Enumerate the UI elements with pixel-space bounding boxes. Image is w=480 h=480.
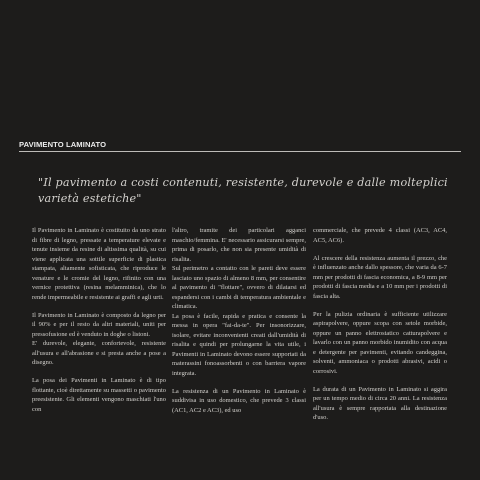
paragraph: commerciale, che prevede 4 classi (AC3, AC4, AC5, AC6).	[313, 227, 447, 244]
paragraph: La posa dei Pavimenti in Laminato è di tipo flottante, cioè direttamente su massetti o pavimento preesistente. Gli elementi vengono maschiati l'uno con	[32, 377, 166, 413]
paragraph: La durata di un Pavimento in Laminato si aggira per un tempo medio di circa 20 anni. La resistenza all'usura è sempre rapportata alla destinazione d'uso.	[313, 385, 447, 421]
section-divider	[19, 151, 461, 152]
paragraph: Sul perimetro a contatto con le pareti deve essere lasciato uno spazio di almeno 8 mm, per consentire al pavimento di "flottare", ovvero di dilatarsi ed espandersi con i cambi di temperatura ambientale e climatica.	[172, 265, 306, 310]
paragraph: E' durevole, elegante, confortevole, resistente all'usura e all'abrasione e si presta anche a pose a disegno.	[32, 340, 166, 366]
paragraph: Per la pulizia ordinaria è sufficiente utilizzare aspirapolvere, oppure scopa con setole morbide, oppure un panno elettrostatico catturapolvere e lavarlo con un panno morbido inumidito con acqua e detergente per pavimenti, evitando candeggina, solventi, ammoniaca o prodotti abrasivi, acidi o corrosivi.	[313, 310, 447, 375]
pull-quote: "Il pavimento a costi contenuti, resistente, durevole e dalle molteplici varietà estetiche"	[38, 176, 448, 205]
text-column-1	[32, 226, 166, 423]
paragraph: Al crescere della resistenza aumenta il prezzo, che è influenzato anche dallo spessore, che varia da 6-7 mm per prodotti di fascia economica, a 8-9 mm per prodotti di fascia media e a 10 mm per i prodotti di fascia alta.	[313, 254, 447, 300]
paragraph: l'altro, tramite dei particolari agganci maschio/femmina. E' necessario assicurarsi sempre, prima di posarlo, che non sia presente umidità di risalita.	[172, 227, 306, 263]
text-column-2	[172, 226, 306, 424]
paragraph: Il Pavimento in Laminato è composto da legno per il 90% e per il resto da altri materiali, uniti per pressofusione ed è venduto in doghe o listoni.	[32, 311, 166, 338]
paragraph: La resistenza di un Pavimento in Laminato è suddivisa in uso domestico, che prevede 3 classi (AC1, AC2 e AC3), ed uso	[172, 387, 306, 414]
text-column-3	[313, 226, 447, 431]
section-title: PAVIMENTO LAMINATO	[19, 140, 107, 149]
paragraph: Il Pavimento in Laminato è costituito da uno strato di fibre di legno, pressate a temperature elevate e tenute insieme da resine di altissima qualità, su cui viene applicata una sottile superficie di plastica stampata, altamente sofisticata, che riproduce le venature e le cromie del legno, rifinito con una vernice protettiva (resina melamminica), che lo rende impermeabile e resistente ai graffi e agli urti.	[32, 227, 166, 301]
paragraph: La posa è facile, rapida e pratica e consente la messa in opera "fai-da-te". Per insonorizzare, isolare, evitare inconvenienti creati dall'umidità di risalita e quindi per prolungarne la vita utile, i Pavimenti in Laminato devono essere supportati da materassini fonoassorbenti o con barriera vapore integrata.	[172, 312, 306, 377]
